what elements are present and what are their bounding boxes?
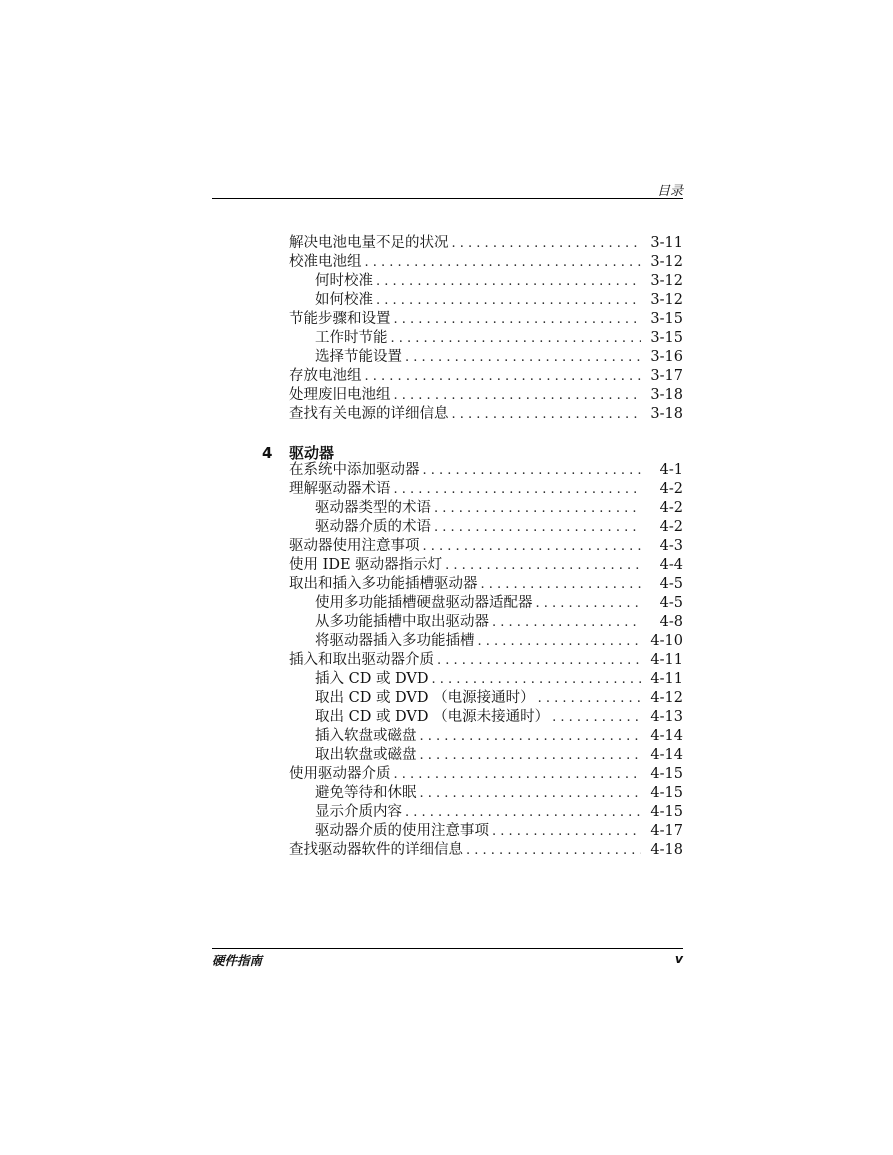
- dot-leader: [423, 537, 642, 556]
- dot-leader: [420, 784, 642, 803]
- toc-entry[interactable]: [289, 822, 683, 841]
- toc-entry-page: 4-14: [650, 747, 683, 763]
- toc-entry-page: 3-15: [650, 330, 683, 346]
- toc-entry-page: 3-12: [650, 273, 683, 289]
- toc-entry-label: 解决电池电量不足的状况: [289, 235, 449, 251]
- dot-leader: [391, 329, 642, 348]
- toc-entry-page: 4-15: [650, 766, 683, 782]
- dot-leader: [420, 727, 642, 746]
- running-header-title: 目录: [656, 184, 683, 199]
- dot-leader: [492, 613, 641, 632]
- chapter-number: 4: [262, 444, 273, 462]
- toc-entry-page: 4-13: [650, 709, 683, 725]
- toc-entry-label: 查找有关电源的详细信息: [289, 406, 449, 422]
- toc-entry-page: 3-18: [650, 406, 683, 422]
- toc-entry[interactable]: [289, 518, 683, 537]
- toc-entry[interactable]: [289, 310, 683, 329]
- toc-entry-label: 处理废旧电池组: [289, 387, 391, 403]
- toc-entry-label: 工作时节能: [315, 330, 388, 346]
- toc-entry-page: 4-12: [650, 690, 683, 706]
- toc-entry-label: 校准电池组: [289, 254, 362, 270]
- toc-entry-label: 取出和插入多功能插槽驱动器: [289, 576, 478, 592]
- dot-leader: [437, 651, 641, 670]
- dot-leader: [394, 480, 642, 499]
- toc-entry[interactable]: [289, 556, 683, 575]
- toc-entry[interactable]: [289, 272, 683, 291]
- dot-leader: [394, 765, 642, 784]
- footer-book-title: 硬件指南: [212, 953, 263, 968]
- dot-leader: [452, 234, 642, 253]
- dot-leader: [432, 670, 641, 689]
- toc-entry[interactable]: [289, 291, 683, 310]
- dot-leader: [423, 461, 642, 480]
- chapter-heading: [262, 442, 334, 463]
- toc-entry-page: 3-15: [650, 311, 683, 327]
- toc-section-drives: [289, 461, 683, 860]
- running-header: [212, 178, 683, 198]
- dot-leader: [536, 594, 642, 613]
- toc-entry[interactable]: [289, 575, 683, 594]
- toc-entry-label: 如何校准: [315, 292, 373, 308]
- toc-entry-label: 插入软盘或磁盘: [315, 728, 417, 744]
- toc-entry-page: 4-10: [650, 633, 683, 649]
- toc-entry[interactable]: [289, 689, 683, 708]
- toc-entry[interactable]: [289, 480, 683, 499]
- toc-entry-label: 查找驱动器软件的详细信息: [289, 842, 463, 858]
- dot-leader: [405, 803, 641, 822]
- toc-entry[interactable]: [289, 537, 683, 556]
- dot-leader: [405, 348, 641, 367]
- toc-entry-page: 4-5: [659, 595, 683, 611]
- dot-leader: [452, 405, 642, 424]
- footer-rule: [212, 948, 683, 949]
- dot-leader: [434, 518, 641, 537]
- toc-entry-page: 4-2: [659, 500, 683, 516]
- toc-entry-label: 插入和取出驱动器介质: [289, 652, 434, 668]
- toc-entry-label: 理解驱动器术语: [289, 481, 391, 497]
- toc-entry[interactable]: [289, 651, 683, 670]
- toc-entry-label: 节能步骤和设置: [289, 311, 391, 327]
- toc-entry-label: 将驱动器插入多功能插槽: [315, 633, 475, 649]
- toc-entry[interactable]: [289, 234, 683, 253]
- toc-entry-page: 3-12: [650, 292, 683, 308]
- toc-entry-label: 驱动器介质的使用注意事项: [315, 823, 489, 839]
- toc-entry-label: 何时校准: [315, 273, 373, 289]
- dot-leader: [376, 291, 641, 310]
- toc-entry-label: 存放电池组: [289, 368, 362, 384]
- toc-entry-label: 驱动器介质的术语: [315, 519, 431, 535]
- toc-entry-page: 4-14: [650, 728, 683, 744]
- toc-entry-label: 驱动器类型的术语: [315, 500, 431, 516]
- toc-entry-label: 取出 CD 或 DVD （电源未接通时）: [315, 709, 550, 725]
- dot-leader: [492, 822, 641, 841]
- toc-entry-label: 显示介质内容: [315, 804, 402, 820]
- dot-leader: [478, 632, 642, 651]
- toc-entry-label: 选择节能设置: [315, 349, 402, 365]
- toc-entry[interactable]: [289, 727, 683, 746]
- toc-entry[interactable]: [289, 784, 683, 803]
- toc-entry-page: 4-11: [650, 652, 683, 668]
- running-footer: [212, 951, 683, 971]
- chapter-title: 驱动器: [289, 444, 335, 462]
- footer-page-number: v: [674, 951, 683, 966]
- toc-entry-label: 驱动器使用注意事项: [289, 538, 420, 554]
- dot-leader: [466, 841, 641, 860]
- toc-entry-label: 在系统中添加驱动器: [289, 462, 420, 478]
- dot-leader: [394, 386, 642, 405]
- toc-entry-page: 3-16: [650, 349, 683, 365]
- toc-entry[interactable]: [289, 708, 683, 727]
- toc-entry[interactable]: [289, 499, 683, 518]
- toc-entry[interactable]: [289, 670, 683, 689]
- toc-entry-page: 4-15: [650, 804, 683, 820]
- toc-entry[interactable]: [289, 253, 683, 272]
- dot-leader: [365, 253, 642, 272]
- toc-entry-page: 4-15: [650, 785, 683, 801]
- toc-entry[interactable]: [289, 461, 683, 480]
- toc-entry[interactable]: [289, 765, 683, 784]
- toc-entry-page: 4-3: [659, 538, 683, 554]
- toc-entry[interactable]: [289, 746, 683, 765]
- toc-entry-label: 取出 CD 或 DVD （电源接通时）: [315, 690, 535, 706]
- toc-entry-page: 3-12: [650, 254, 683, 270]
- dot-leader: [365, 367, 642, 386]
- toc-entry-page: 3-17: [650, 368, 683, 384]
- dot-leader: [538, 689, 641, 708]
- toc-entry-page: 4-18: [650, 842, 683, 858]
- toc-entry-page: 4-8: [659, 614, 683, 630]
- dot-leader: [552, 708, 641, 727]
- toc-entry-label: 使用 IDE 驱动器指示灯: [289, 557, 443, 573]
- toc-entry[interactable]: [289, 405, 683, 424]
- toc-entry-page: 4-5: [659, 576, 683, 592]
- toc-entry-label: 使用多功能插槽硬盘驱动器适配器: [315, 595, 533, 611]
- toc-entry[interactable]: [289, 803, 683, 822]
- toc-entry-label: 取出软盘或磁盘: [315, 747, 417, 763]
- toc-entry-page: 4-2: [659, 519, 683, 535]
- toc-entry-label: 使用驱动器介质: [289, 766, 391, 782]
- toc-section-power: [289, 234, 683, 424]
- toc-entry[interactable]: [289, 841, 683, 860]
- toc-entry-page: 4-11: [650, 671, 683, 687]
- toc-entry-label: 避免等待和休眠: [315, 785, 417, 801]
- toc-entry-page: 4-2: [659, 481, 683, 497]
- header-rule: [212, 198, 683, 199]
- toc-entry[interactable]: [289, 632, 683, 651]
- dot-leader: [445, 556, 641, 575]
- dot-leader: [434, 499, 641, 518]
- toc-entry[interactable]: [289, 329, 683, 348]
- toc-entry-page: 3-11: [650, 235, 683, 251]
- toc-entry[interactable]: [289, 613, 683, 632]
- dot-leader: [420, 746, 642, 765]
- toc-entry-label: 从多功能插槽中取出驱动器: [315, 614, 489, 630]
- toc-entry[interactable]: [289, 348, 683, 367]
- toc-entry-page: 3-18: [650, 387, 683, 403]
- toc-entry[interactable]: [289, 367, 683, 386]
- toc-entry[interactable]: [289, 594, 683, 613]
- toc-entry-page: 4-4: [659, 557, 683, 573]
- dot-leader: [481, 575, 642, 594]
- toc-entry-page: 4-17: [650, 823, 683, 839]
- dot-leader: [376, 272, 641, 291]
- toc-entry-page: 4-1: [659, 462, 683, 478]
- toc-entry-label: 插入 CD 或 DVD: [315, 671, 429, 687]
- dot-leader: [394, 310, 642, 329]
- toc-entry[interactable]: [289, 386, 683, 405]
